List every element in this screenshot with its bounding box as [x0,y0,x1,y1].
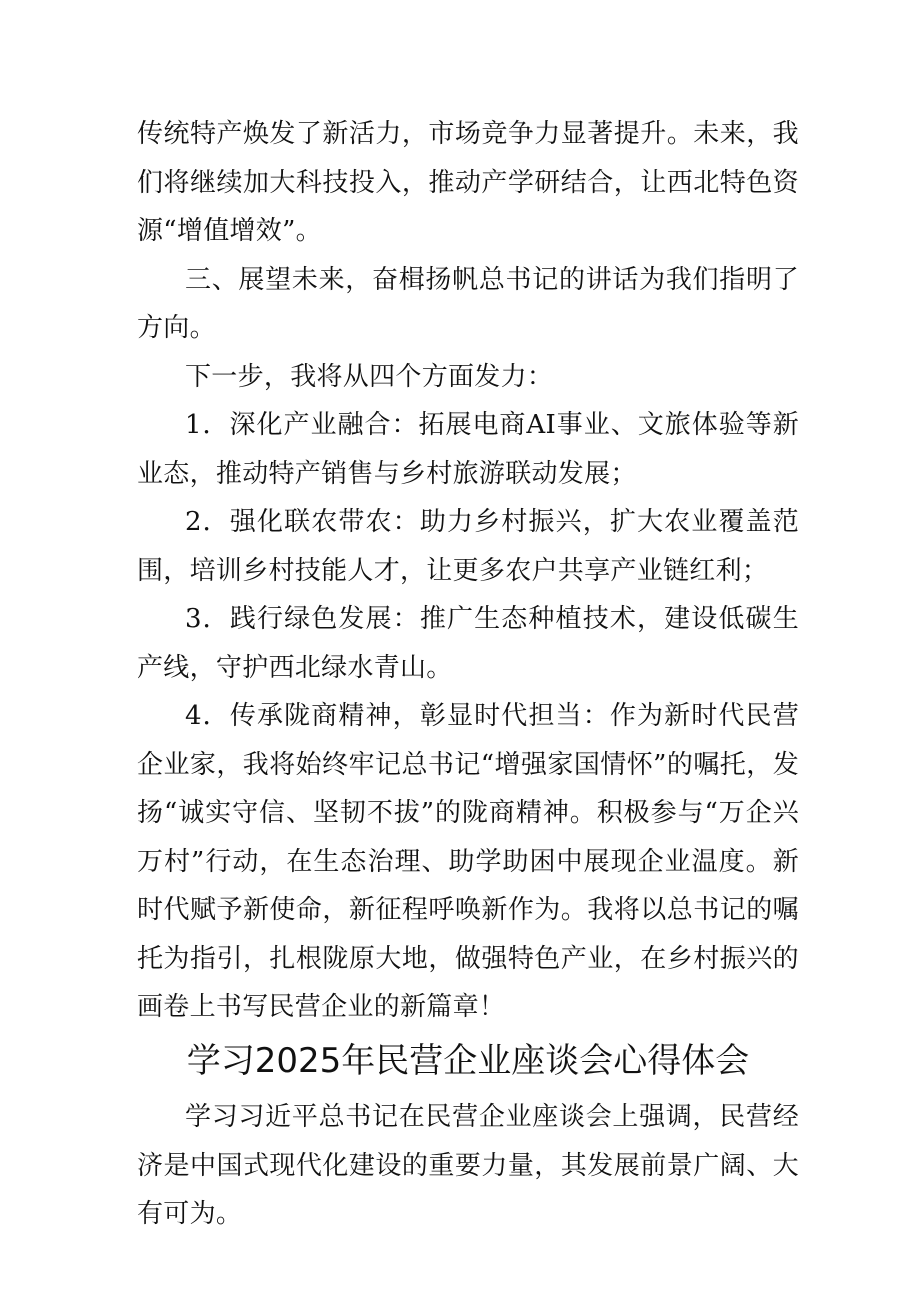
paragraph-next-step: 下一步，我将从四个方面发力： [185,361,554,392]
list-item-2: 2．强化联农带农：助力乡村振兴，扩大农业覆盖范围，培训乡村技能人才，让更多农户共享产业链红利； [137,507,799,586]
paragraph-section-three: 三、展望未来，奋楫扬帆总书记的讲话为我们指明了方向。 [137,264,799,343]
document-body [137,110,799,1032]
paragraph-continuation: 传统特产焕发了新活力，市场竞争力显著提升。未来，我们将继续加大科技投入，推动产学研结合，让西北特色资源“增值增效”。 [137,119,799,246]
document-title: 学习2025年民营企业座谈会心得体会 [186,1041,750,1081]
paragraph-intro: 学习习近平总书记在民营企业座谈会上强调，民营经济是中国式现代化建设的重要力量，其发展前景广阔、大有可为。 [137,1102,799,1229]
document-body-second [137,1093,799,1239]
list-item-4: 4．传承陇商精神，彰显时代担当：作为新时代民营企业家，我将始终牢记总书记“增强家国情怀”的嘱托，发扬“诚实守信、坚韧不拔”的陇商精神。积极参与“万企兴万村”行动，在生态治理、助学助困中展现企业温度。新时代赋予新使命，新征程呼唤新作为。我将以总书记的嘱托为指引，扎根陇原大地，做强特色产业，在乡村振兴的画卷上书写民营企业的新篇章！ [137,701,799,1022]
list-item-1: 1．深化产业融合：拓展电商AI事业、文旅体验等新业态，推动特产销售与乡村旅游联动发展； [137,410,799,489]
list-item-3: 3．践行绿色发展：推广生态种植技术，建设低碳生产线，守护西北绿水青山。 [137,604,799,683]
